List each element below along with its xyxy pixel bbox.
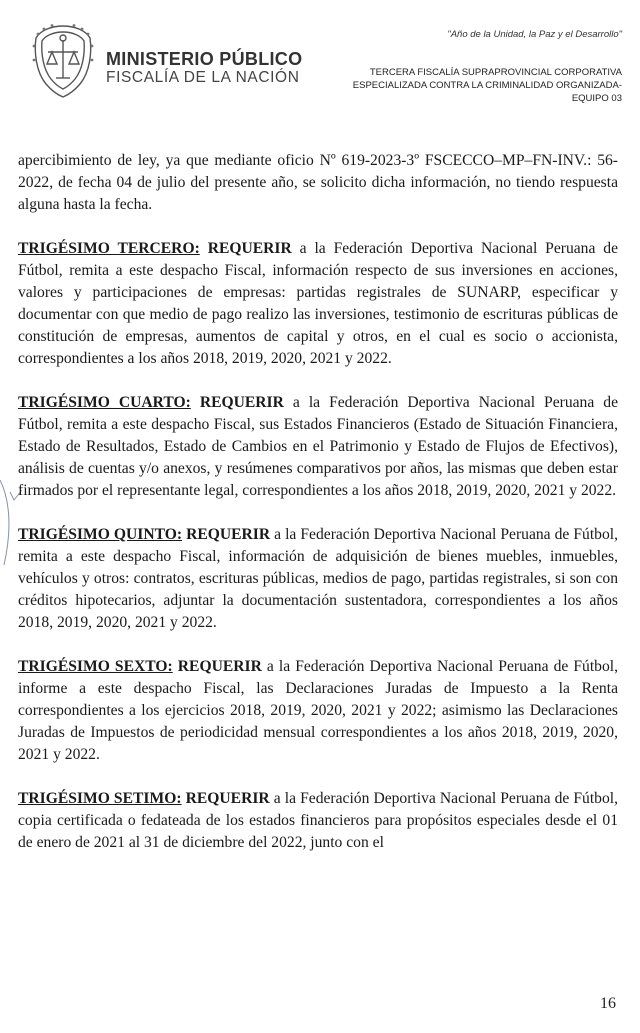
letterhead xyxy=(0,0,640,130)
section-paragraph xyxy=(18,524,618,634)
section-paragraph xyxy=(18,392,618,502)
peru-coat-of-arms-icon xyxy=(28,22,98,100)
section-verb: REQUERIR xyxy=(186,526,271,543)
section-paragraph xyxy=(18,656,618,766)
section-text: a la Federación Deportiva Nacional Peruana de Fútbol, remita a este despacho Fiscal, información de adquisición de bienes muebles, inmuebles, vehículos y otros: contratos, escrituras públicas, medios de pago, partidas registrales, si son con créditos hipotecarios, adjuntar la documentación sustentadora, correspondientes a los años 2018, 2019, 2020, 2021 y 2022. xyxy=(18,526,618,631)
year-motto: "Año de la Unidad, la Paz y el Desarrollo" xyxy=(447,29,622,40)
office-name xyxy=(282,66,622,105)
section-verb: REQUERIR xyxy=(185,790,270,807)
ministry-line2: FISCALÍA DE LA NACIÓN xyxy=(106,69,300,86)
ministry-line1: MINISTERIO PÚBLICO xyxy=(106,49,303,69)
section-verb: REQUERIR xyxy=(199,394,284,411)
ministry-name xyxy=(106,50,302,87)
section-paragraph xyxy=(18,788,618,854)
section-text: a la Federación Deportiva Nacional Peruana de Fútbol, remita a este despacho Fiscal, sus Estados Financieros (Estado de Situación Financiera, Estado de Resultados, Estado de Cambios en el Patrimonio y Estado de Flujos de Efectivos), análisis de cuentas y/o anexos, y resúmenes comparativos por años, las mismas que deben estar firmados por el representante legal, correspondientes a los años 2018, 2019, 2020, 2021 y 2022. xyxy=(18,394,618,499)
section-text: a la Federación Deportiva Nacional Peruana de Fútbol, copia certificada o fedateada de los estados financieros para propósitos especiales desde el 01 de enero de 2021 al 31 de diciembre del 2022, junto con el xyxy=(18,790,618,851)
section-text: a la Federación Deportiva Nacional Peruana de Fútbol, remita a este despacho Fiscal, información respecto de sus inversiones en acciones, valores y participaciones de empresas: partidas registrales de SUNARP, especificar y documentar con que medio de pago realizo las inversiones, testimonio de escrituras públicas de constitución de empresas, aumentos de capital y otros, en el cual es socio o accionista, correspondientes a los años 2018, 2019, 2020, 2021 y 2022. xyxy=(18,240,618,367)
office-line: ESPECIALIZADA CONTRA LA CRIMINALIDAD ORGANIZADA- xyxy=(352,80,622,91)
document-body xyxy=(18,150,618,876)
section-text: a la Federación Deportiva Nacional Peruana de Fútbol, informe a este despacho Fiscal, las Declaraciones Juradas de Impuesto a la Renta correspondientes a los ejercicios 2018, 2019, 2020, 2021 y 2022; asimismo las Declaraciones Juradas de Impuestos de periodicidad mensual correspondientes a los años 2018, 2019, 2020, 2021 y 2022. xyxy=(18,658,619,763)
section-heading: TRIGÉSIMO SEXTO: xyxy=(18,658,173,675)
office-line: EQUIPO 03 xyxy=(571,93,622,104)
office-line: TERCERA FISCALÍA SUPRAPROVINCIAL CORPORATIVA xyxy=(369,67,622,78)
section-heading: TRIGÉSIMO TERCERO: xyxy=(18,240,200,257)
section-heading: TRIGÉSIMO CUARTO: xyxy=(18,394,191,411)
section-heading: TRIGÉSIMO QUINTO: xyxy=(18,526,183,543)
section-verb: REQUERIR xyxy=(207,240,292,257)
section-verb: REQUERIR xyxy=(177,658,262,675)
section-paragraph xyxy=(18,238,618,370)
intro-paragraph: apercibimiento de ley, ya que mediante oficio Nº 619-2023-3º FSCECCO–MP–FN-INV.: 56-2022, de fecha 04 de julio del presente año, se solicito dicha información, no tiendo respuesta alguna hasta la fecha. xyxy=(18,152,618,213)
section-heading: TRIGÉSIMO SETIMO: xyxy=(18,790,182,807)
page-number: 16 xyxy=(600,995,616,1012)
